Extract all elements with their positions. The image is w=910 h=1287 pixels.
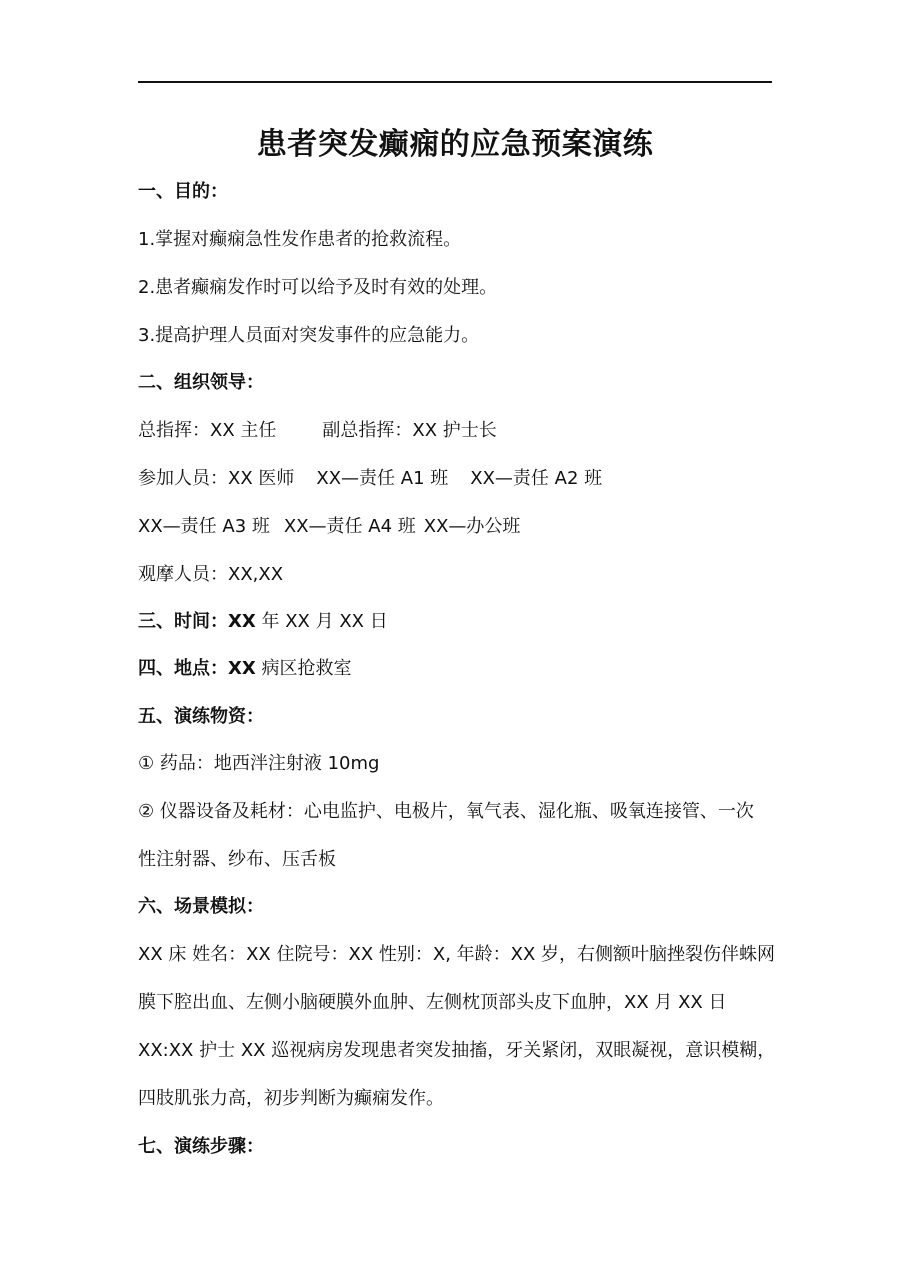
time-value: 年 XX 月 XX 日 (255, 611, 388, 632)
organization-heading: 二、组织领导： (138, 372, 264, 393)
participant: XX—责任 A3 班 (138, 516, 270, 537)
location-value-bold: XX (228, 658, 256, 679)
time-line (138, 609, 778, 635)
scenario-text: XX:XX 护士 XX 巡视病房发现患者突发抽搐，牙关紧闭，双眼凝视，意识模糊， (138, 1040, 776, 1061)
scenario-heading: 六、场景模拟： (138, 896, 264, 917)
observers-line: 观摩人员：XX,XX (138, 564, 284, 585)
purpose-item: 3.提高护理人员面对突发事件的应急能力。 (138, 325, 480, 346)
purpose-item: 2.患者癫痫发作时可以给予及时有效的处理。 (138, 277, 498, 298)
materials-heading: 五、演练物资： (138, 706, 264, 727)
scenario-text: XX 床 姓名：XX 住院号：XX 性别：X, 年龄：XX 岁，右侧额叶脑挫裂伤伴蛛网 (138, 944, 776, 965)
materials-equipment: 性注射器、纱布、压舌板 (138, 849, 336, 870)
deputy-commander: 副总指挥：XX 护士长 (322, 420, 497, 441)
time-heading: 三、时间： (138, 611, 228, 632)
participants-line (138, 514, 778, 540)
materials-equipment: ② 仪器设备及耗材：心电监护、电极片，氧气表、湿化瓶、吸氧连接管、一次 (138, 801, 754, 822)
purpose-heading: 一、目的： (138, 181, 228, 202)
location-line (138, 656, 778, 682)
commander-line (138, 418, 778, 444)
participants-label: 参加人员：XX 医师 (138, 468, 295, 489)
participant: XX—责任 A4 班 (283, 516, 416, 537)
purpose-item: 1.掌握对癫痫急性发作患者的抢救流程。 (138, 229, 462, 250)
header-rule (138, 81, 772, 83)
participant: XX—责任 A2 班 (470, 468, 603, 489)
location-heading: 四、地点： (138, 658, 228, 679)
participant: XX—责任 A1 班 (316, 468, 449, 489)
participant: XX—办公班 (423, 516, 521, 537)
document-title: 患者突发癫痫的应急预案演练 (256, 127, 654, 162)
time-value-bold: XX (228, 611, 256, 632)
participants-line (138, 466, 778, 492)
commander: 总指挥：XX 主任 (138, 420, 277, 441)
location-value: 病区抢救室 (255, 658, 352, 679)
scenario-text: 四肢肌张力高，初步判断为癫痫发作。 (138, 1088, 444, 1109)
materials-drugs: ① 药品：地西泮注射液 10mg (138, 753, 380, 774)
scenario-text: 膜下腔出血、左侧小脑硬膜外血肿、左侧枕顶部头皮下血肿，XX 月 XX 日 (138, 992, 727, 1013)
steps-heading: 七、演练步骤： (138, 1136, 264, 1157)
